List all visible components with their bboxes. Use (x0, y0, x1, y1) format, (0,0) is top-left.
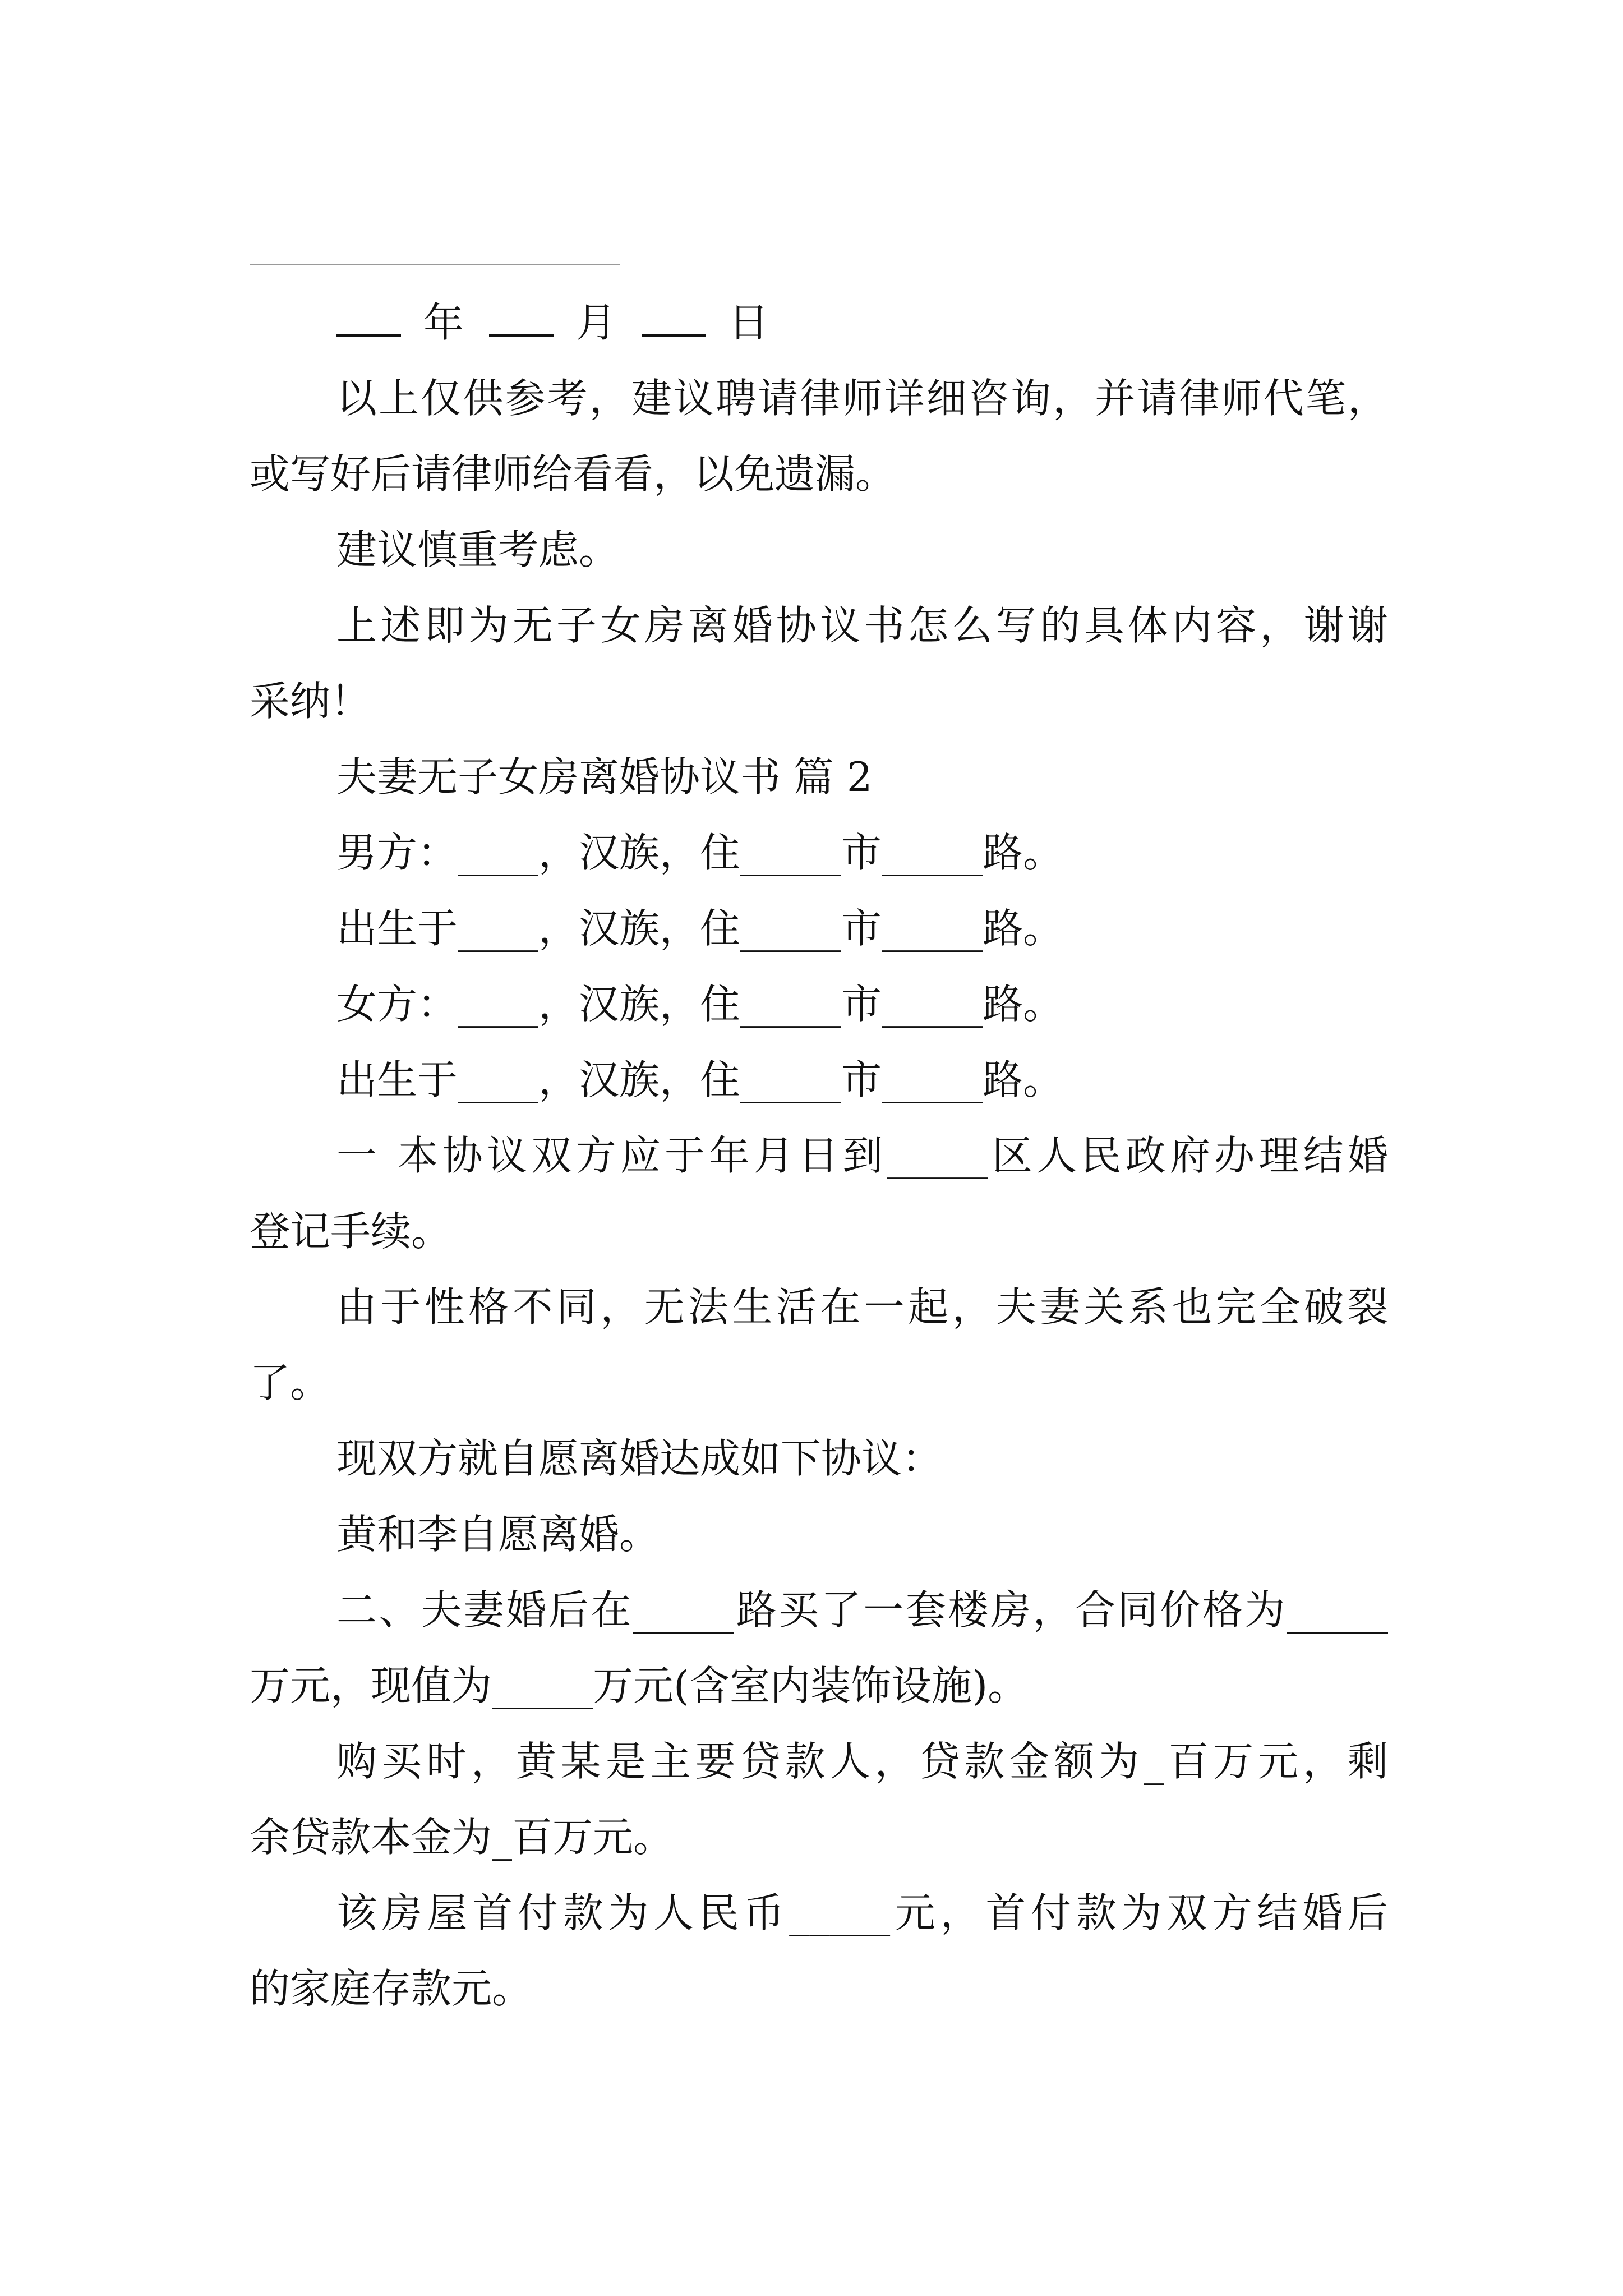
top-divider (250, 264, 620, 265)
year-label: 年 (423, 299, 464, 346)
year-blank (336, 301, 401, 337)
agreement-intro: 现双方就自愿离婚达成如下协议： (336, 1435, 943, 1482)
man-birth-info: 出生于____，汉族，住_____市_____路。 (336, 905, 1064, 952)
man-info: 男方：____，汉族，住_____市_____路。 (336, 829, 1064, 876)
loan-line1: 购买时，黄某是主要贷款人，贷款金额为_百万元，剩 (336, 1738, 1388, 1785)
section-heading: 夫妻无子女房离婚协议书 篇 2 (336, 753, 873, 800)
month-blank (489, 301, 554, 337)
clause-one-line1: 一 本协议双方应于年月日到_____区人民政府办理结婚 (336, 1132, 1388, 1179)
clause-two-line1: 二、夫妻婚后在_____路买了一套楼房，合同价格为_____ (336, 1586, 1388, 1634)
day-label: 日 (728, 299, 769, 346)
month-label: 月 (576, 299, 617, 346)
divorce-statement: 黄和李自愿离婚。 (336, 1511, 660, 1558)
reason-line2: 了。 (250, 1359, 331, 1406)
paragraph-reference-line2: 或写好后请律师给看看，以免遗漏。 (250, 450, 896, 498)
paragraph-reference-line1: 以上仅供参考，建议聘请律师详细咨询，并请律师代笔， (336, 375, 1388, 422)
loan-line2: 余贷款本金为_百万元。 (250, 1814, 674, 1861)
downpayment-line1: 该房屋首付款为人民币_____元，首付款为双方结婚后 (336, 1889, 1388, 1936)
downpayment-line2: 的家庭存款元。 (250, 1965, 533, 2012)
paragraph-summary-line2: 采纳！ (250, 678, 371, 725)
day-blank (642, 301, 706, 337)
paragraph-advice: 建议慎重考虑。 (336, 526, 620, 573)
reason-line1: 由于性格不同，无法生活在一起，夫妻关系也完全破裂 (336, 1283, 1388, 1331)
paragraph-summary-line1: 上述即为无子女房离婚协议书怎么写的具体内容，谢谢 (336, 602, 1388, 649)
woman-info: 女方：____，汉族，住_____市_____路。 (336, 981, 1064, 1028)
woman-birth-info: 出生于____，汉族，住_____市_____路。 (336, 1056, 1064, 1103)
clause-one-line2: 登记手续。 (250, 1208, 452, 1255)
clause-two-line2: 万元，现值为_____万元(含室内装饰设施)。 (250, 1662, 1029, 1709)
date-line (336, 297, 1475, 348)
